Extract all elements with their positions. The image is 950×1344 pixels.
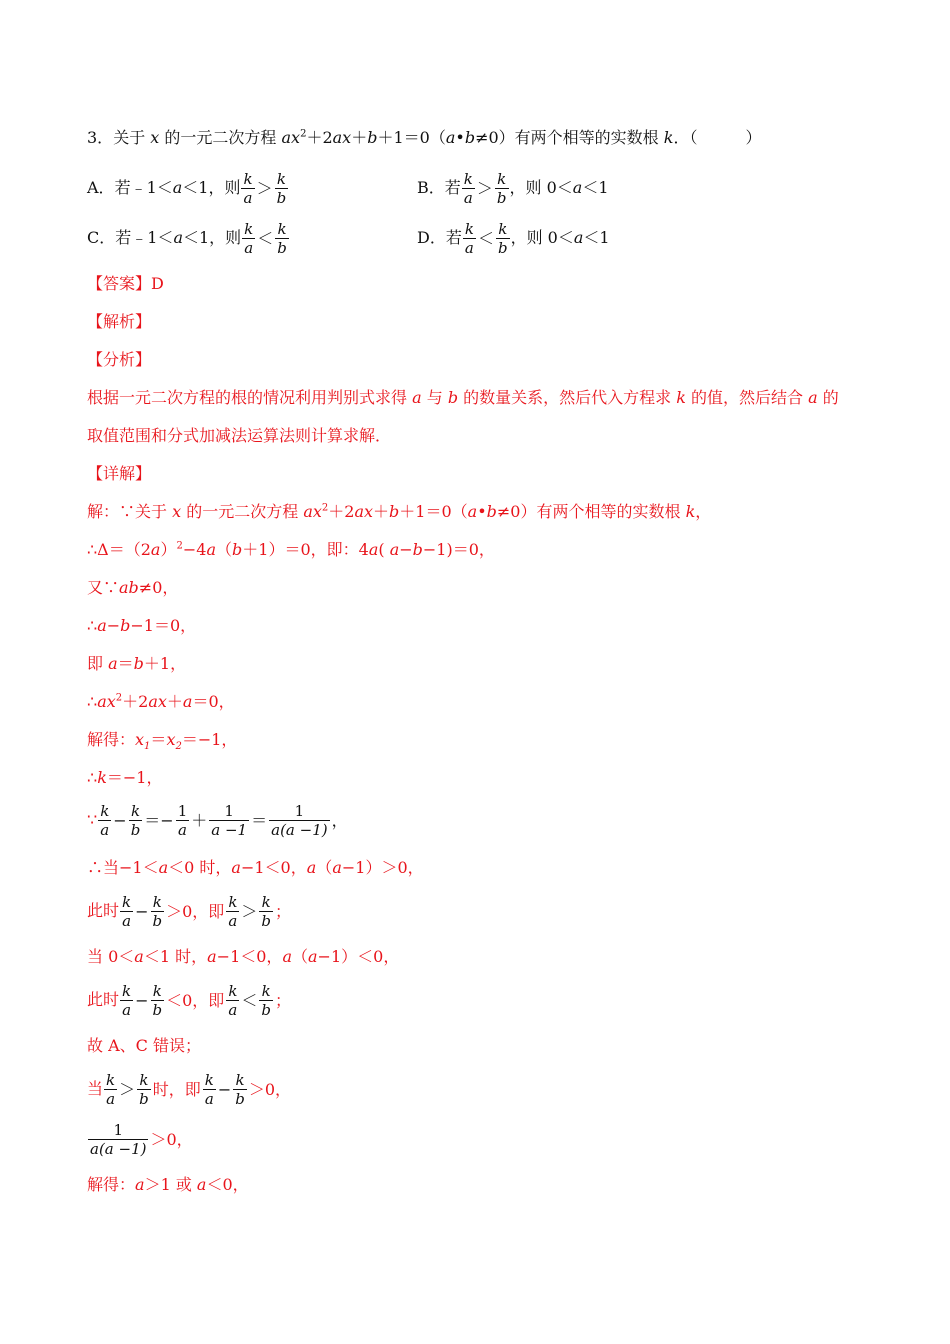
numerator: k [228,982,238,1000]
var-a: a [572,178,583,197]
option-label: A． [87,178,115,197]
solution-line-3 [87,577,178,599]
numerator: k [243,170,253,188]
text: ＋2 [122,692,149,711]
text: ＝ [117,654,134,673]
text: ＋ [166,692,183,711]
var-a: a [206,540,216,559]
text: − [399,540,413,559]
numerator: k [204,1071,214,1089]
fraction-k-over-b [233,1071,247,1108]
var-a: a [573,228,584,247]
var-ax: ax [148,692,167,711]
denominator: a [243,189,253,207]
var-a: a [306,858,317,877]
option-b [417,170,609,207]
fraction-k-over-b [496,220,510,257]
var-b: b [367,128,378,147]
var-k: k [97,768,107,787]
numerator: k [275,170,289,189]
option-d [417,220,610,257]
denominator: a [122,1001,132,1019]
var-b: b [232,540,243,559]
fraction-k-over-a [226,982,239,1019]
question-stem [87,127,761,149]
option-label: B． [417,178,445,197]
answer-label: 【答案】 [87,274,152,293]
dot: • [477,502,487,521]
text: 解得： [87,1175,136,1194]
numerator: k [151,893,165,912]
fraction-k-over-b [137,1071,151,1108]
operator: − [113,810,127,830]
text: ＝−1， [181,730,238,749]
text: ＜0， [206,1175,249,1194]
var-x: x [172,502,182,521]
solution-line-6 [87,691,235,713]
fraction-k-over-a [242,220,255,257]
fraction-k-over-a [226,893,239,930]
text: 解得： [87,730,136,749]
text: ＞0， [248,1079,292,1099]
text: 若 [444,178,461,197]
var-ax: ax [97,692,116,711]
text: ∴ [87,616,98,635]
text: ＜1，则 [182,178,241,197]
option-c [87,220,290,257]
fenxi-header: 【分析】 [87,350,152,369]
numerator: k [106,1071,116,1089]
text: 当 [87,1079,104,1098]
text: 关于 [113,128,151,147]
text: ＞0， [150,1129,193,1149]
fraction-k-over-b [495,170,509,207]
denominator: a −1 [211,821,248,839]
denominator: b [235,1090,245,1108]
denominator: a [204,1090,214,1108]
text: 此时 [87,901,120,920]
subscript: 2 [175,741,182,753]
denominator: a [100,821,110,839]
solution-line-10 [87,857,424,879]
var-a: a [308,947,318,966]
text: ∴当−1＜ [87,858,159,877]
text: ＋ [373,502,390,521]
text: ，则 0＜ [509,178,573,197]
denominator: a [228,912,238,930]
text: ＜1 时， [143,947,208,966]
var-ax: ax [281,128,301,147]
var-b: b [120,616,131,635]
exponent: 2 [321,502,329,514]
dot: • [455,128,465,147]
denominator: b [130,821,141,839]
text: 若﹣1＜ [115,228,174,247]
fraction-k-over-a [104,1071,117,1108]
fraction-k-over-a [98,802,111,839]
solution-line-8 [87,767,162,789]
solution-line-14: 故 A、C 错误； [87,1036,201,1055]
var-a: a [207,947,217,966]
denominator: a [244,239,254,257]
option-label: D． [417,228,446,247]
text: 当 0＜ [87,947,135,966]
operator: − [135,990,149,1010]
var-b: b [389,502,400,521]
numerator: 1 [269,802,329,821]
var-a: a [445,128,456,147]
solution-line-7 [87,729,237,751]
relation: ＞ [476,178,493,198]
text: −1)＝0， [422,540,495,559]
denominator: b [261,912,272,930]
answer-line [87,273,164,295]
denominator: a [463,189,473,207]
numerator: k [233,1071,247,1090]
option-a [87,170,289,207]
numerator: k [259,982,273,1001]
numerator: k [496,220,510,239]
text: ＜1 [583,228,610,247]
text: 的一元二次方程 [159,128,282,147]
relation: ＜ [241,990,258,1010]
fraction-k-over-b [275,170,289,207]
relation: ＞ [256,178,273,198]
text: ．（ ） [673,128,762,147]
solution-line-4 [87,615,196,637]
text: ＋1）＝0，即：4 [242,540,369,559]
denominator: b [276,189,287,207]
fraction-1-over-a-a-minus-1 [269,802,329,839]
numerator: k [275,220,289,239]
relation: ＜ [257,228,274,248]
fraction-k-over-b [151,893,165,930]
text: 时，即 [152,1079,201,1099]
var-a: a [196,1175,207,1194]
fraction-k-over-a [203,1071,216,1108]
text: ∴Δ＝（2 [87,540,151,559]
text: −1＜0， [240,858,307,877]
denominator: a [106,1090,116,1108]
operator: ＝ [251,810,268,830]
denominator: a [178,821,187,839]
solution-line-12 [87,946,399,968]
var-a: a [808,388,818,407]
var-a: a [172,178,183,197]
denominator: a(a −1) [271,821,328,839]
text: ≠0， [138,578,179,597]
fraction-k-over-a [120,893,133,930]
numerator: k [122,893,132,911]
var-a: a [108,654,118,673]
denominator: b [152,1001,163,1019]
denominator: b [139,1090,149,1108]
solution-line-2 [87,539,495,561]
fraction-k-over-b [151,982,165,1019]
relation: ＞ [119,1079,136,1099]
text: −1＝0， [130,616,197,635]
denominator: b [496,189,507,207]
text: 的值，然后结合 [685,388,809,407]
text: ＋1＝0（ [399,502,468,521]
solution-line-16 [87,1121,194,1158]
var-a: a [158,858,169,877]
text: ＝0， [192,692,235,711]
denominator: b [261,1001,272,1019]
text: ＋ [351,128,368,147]
var-b: b [412,540,423,559]
text: ＜1 [582,178,609,197]
text: −1）＜0， [317,947,400,966]
var-a: a [332,858,342,877]
text: 即 [87,654,109,673]
var-a: a [231,858,241,877]
relation: ＞ [241,901,258,921]
fraction-k-over-a [462,170,475,207]
solution-line-5 [87,653,186,675]
var-a: a [467,502,478,521]
text: （ [216,540,233,559]
text: ∵ [87,810,98,829]
text: ； [275,901,292,921]
var-x: x [166,730,176,749]
operator: − [135,901,149,921]
text: 的 [817,388,839,407]
xiangjie-header: 【详解】 [87,464,152,483]
answer-value: D [151,274,164,293]
text: ，则 0＜ [510,228,574,247]
denominator: b [497,239,508,257]
analysis-line-1 [87,387,839,409]
var-ab: ab [119,578,139,597]
fraction-k-over-b [129,802,143,839]
exponent: 2 [176,540,183,552]
denominator: a(a −1) [90,1140,147,1158]
text: 的一元二次方程 [181,502,304,521]
text: ＋1， [143,654,187,673]
question-number: 3． [87,128,114,147]
numerator: k [244,220,254,238]
text: （ [291,947,308,966]
text: ＋2 [328,502,355,521]
var-ax: ax [354,502,373,521]
subscript: 1 [144,741,151,753]
var-b: b [486,502,497,521]
var-x: x [135,730,145,749]
text: ＜0，即 [166,990,225,1010]
numerator: k [495,170,509,189]
text: ＞0，即 [166,901,225,921]
text: ， [331,810,348,830]
text: 根据一元二次方程的根的情况利用判别式求得 [87,388,413,407]
solution-line-9 [87,802,349,839]
numerator: k [228,893,238,911]
numerator: k [259,893,273,912]
text: 解：∵关于 [87,502,173,521]
var-a: a [182,692,193,711]
text: ≠0）有两个相等的实数根 [475,128,664,147]
text: ； [275,990,292,1010]
exponent: 2 [300,128,307,140]
option-label: C． [87,228,116,247]
var-a: a [134,947,144,966]
operator: − [217,1079,232,1099]
var-a: a [135,1175,145,1194]
denominator: a [228,1001,238,1019]
text: ＝−1， [106,768,163,787]
text: −1＜0， [216,947,283,966]
exponent: 2 [115,692,123,704]
operator: ＝− [144,810,174,830]
var-a: a [282,947,292,966]
text: −1）＞0， [341,858,424,877]
fraction-1-over-a-a-minus-1 [88,1121,148,1158]
solution-line-15 [87,1071,292,1108]
numerator: 1 [88,1121,148,1140]
var-b: b [447,388,459,407]
var-x: x [150,128,160,147]
text: ＜0 时， [168,858,232,877]
solution-line-13 [87,982,292,1019]
fraction-k-over-b [259,893,273,930]
text: 与 [421,388,448,407]
numerator: k [100,802,110,820]
var-a: a [389,540,400,559]
var-ax: ax [303,502,322,521]
text: 若﹣1＜ [114,178,173,197]
denominator: a [122,912,132,930]
text: − [106,616,121,635]
numerator: k [122,982,132,1000]
numerator: k [151,982,165,1001]
text: ＜1，则 [182,228,242,247]
text: ， [695,502,712,521]
denominator: b [152,912,163,930]
text: −4 [182,540,207,559]
numerator: k [129,802,143,821]
denominator: a [464,239,474,257]
fraction-1-over-a [176,802,190,839]
var-b: b [133,654,144,673]
text: ＋1＝0（ [377,128,446,147]
numerator: k [464,220,474,238]
text: ( [378,540,390,559]
var-a: a [150,540,161,559]
var-ax: ax [332,128,352,147]
denominator: b [277,239,287,257]
solution-line-1 [87,501,711,523]
jiexi-header: 【解析】 [87,312,152,331]
var-a: a [368,540,379,559]
text: 若 [445,228,462,247]
numerator: 1 [209,802,249,821]
text: 此时 [87,990,120,1009]
text: （ [316,858,333,877]
numerator: k [463,170,473,188]
var-k: k [676,388,686,407]
fraction-k-over-a [241,170,254,207]
numerator: 1 [177,802,188,820]
var-a: a [412,388,422,407]
fraction-k-over-a [463,220,476,257]
text: ） [160,540,177,559]
text: 的数量关系，然后代入方程求 [458,388,677,407]
text: ∴ [87,768,98,787]
var-a: a [173,228,183,247]
var-k: k [685,502,696,521]
text: ＋2 [306,128,333,147]
solution-line-11 [87,893,292,930]
var-a: a [97,616,107,635]
numerator: k [137,1071,151,1090]
var-k: k [663,128,674,147]
analysis-line-2: 取值范围和分式加减法运算法则计算求解． [87,426,392,445]
solution-line-17 [87,1174,249,1196]
text: ≠0）有两个相等的实数根 [496,502,686,521]
var-b: b [464,128,476,147]
text: ＞1 或 [144,1175,197,1194]
fraction-1-over-a-minus-1 [209,802,249,839]
text: ∴ [87,692,98,711]
operator: ＋ [191,810,208,830]
fraction-k-over-b [275,220,289,257]
fraction-k-over-b [259,982,273,1019]
fraction-k-over-a [120,982,133,1019]
text: ＝ [150,730,167,749]
relation: ＜ [477,228,494,248]
text: 又∵ [87,578,120,597]
